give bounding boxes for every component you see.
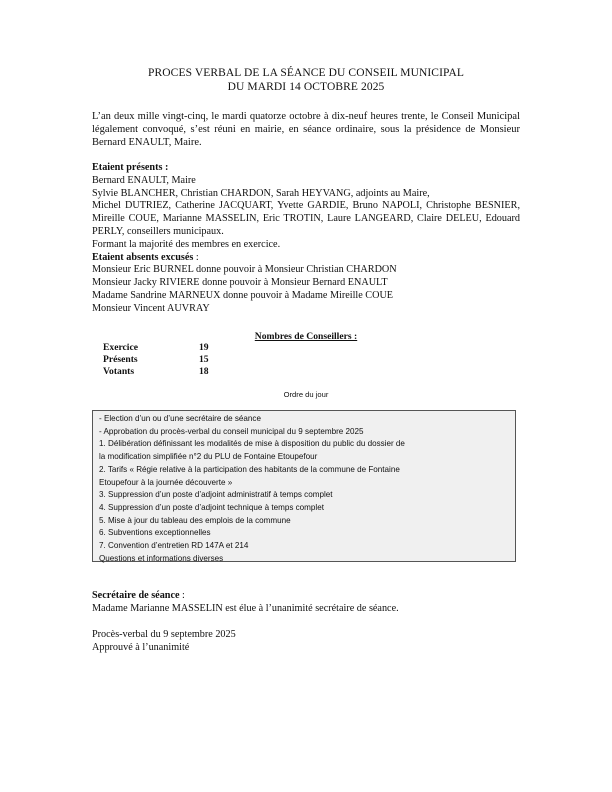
counts-value: 19	[199, 342, 209, 353]
agenda-item: la modification simplifiée n°2 du PLU de Fontaine Etoupefour	[99, 452, 318, 462]
agenda-item: 2. Tarifs « Régie relative à la participation des habitants de la commune de Fontaine	[99, 464, 400, 474]
agenda-item: - Election d’un ou d’une secrétaire de séance	[99, 414, 261, 423]
absents-line: Monsieur Vincent AUVRAY	[92, 302, 210, 314]
secretary-heading-row	[92, 589, 522, 602]
counts-value: 15	[199, 354, 209, 366]
presents-line: Sylvie BLANCHER, Christian CHARDON, Sarah HEYVANG, adjoints au Maire,	[92, 187, 430, 199]
minutes-approval-line2: Approuvé à l’unanimité	[92, 642, 190, 653]
agenda-item: 5. Mise à jour du tableau des emplois de la commune	[99, 515, 291, 525]
counts-label: Votants	[103, 366, 135, 378]
agenda-item: 6. Subventions exceptionnelles	[99, 528, 211, 538]
counts-label: Présents	[103, 354, 138, 366]
attendance-section	[92, 162, 520, 316]
presents-line: Michel DUTRIEZ, Catherine JACQUART, Yvette GARDIE, Bruno NAPOLI, Christophe BESNIER, Mireille COUE, Marianne MASSELIN, Eric TROTIN, Laure LANGEARD, Claire DELEU, Edouard PERLY, conseillers municipaux.	[92, 200, 520, 237]
document-title-line1: PROCES VERBAL DE LA SÉANCE DU CONSEIL MUNICIPAL	[148, 67, 464, 79]
counts-row	[103, 354, 229, 366]
agenda-item: 1. Délibération définissant les modalités de mise à disposition du public du dossier de	[99, 439, 405, 449]
counts-table	[103, 342, 229, 379]
presents-line: Bernard ENAULT, Maire	[92, 174, 196, 186]
minutes-approval-line1: Procès-verbal du 9 septembre 2025	[92, 629, 236, 640]
agenda-title: Ordre du jour	[283, 390, 329, 399]
agenda-item: - Approbation du procès-verbal du conseil municipal du 9 septembre 2025	[99, 426, 364, 436]
agenda-item: Etoupefour à la journée découverte »	[99, 477, 233, 487]
secretary-heading-suffix: :	[179, 590, 185, 601]
agenda-item: 3. Suppression d’un poste d’adjoint administratif à temps complet	[99, 490, 333, 500]
agenda-item: 4. Suppression d’un poste d’adjoint technique à temps complet	[99, 502, 324, 512]
secretary-text: Madame Marianne MASSELIN est élue à l’unanimité secrétaire de séance.	[92, 603, 399, 614]
secretary-section	[92, 589, 522, 615]
absents-line: Monsieur Eric BURNEL donne pouvoir à Monsieur Christian CHARDON	[92, 264, 397, 276]
absents-line: Monsieur Jacky RIVIERE donne pouvoir à Monsieur Bernard ENAULT	[92, 277, 388, 289]
presents-line: Formant la majorité des membres en exercice.	[92, 238, 281, 250]
minutes-approval	[92, 628, 522, 654]
counts-row	[103, 366, 229, 378]
counts-row	[103, 342, 229, 354]
agenda-item: 7. Convention d’entretien RD 147A et 214	[99, 541, 249, 551]
counts-value: 18	[199, 366, 209, 378]
secretary-heading: Secrétaire de séance	[92, 590, 180, 601]
agenda-item: Questions et informations diverses	[99, 553, 224, 563]
absents-heading-row	[92, 252, 520, 265]
agenda-box	[92, 410, 516, 562]
document-title-line2: DU MARDI 14 OCTOBRE 2025	[227, 81, 385, 93]
intro-paragraph: L’an deux mille vingt-cinq, le mardi quatorze octobre à dix-neuf heures trente, le Conseil Municipal légalement convoqué, s’est réuni en mairie, en séance ordinaire, sous la présidence de Monsieur Bernard ENAULT, Maire.	[92, 111, 520, 148]
absents-line: Madame Sandrine MARNEUX donne pouvoir à Madame Mireille COUE	[92, 289, 394, 301]
counts-title: Nombres de Conseillers :	[254, 331, 358, 342]
presents-heading: Etaient présents :	[92, 162, 169, 173]
absents-heading-suffix: :	[193, 251, 199, 263]
absents-heading: Etaient absents excusés	[92, 251, 194, 263]
counts-label: Exercice	[103, 342, 138, 353]
